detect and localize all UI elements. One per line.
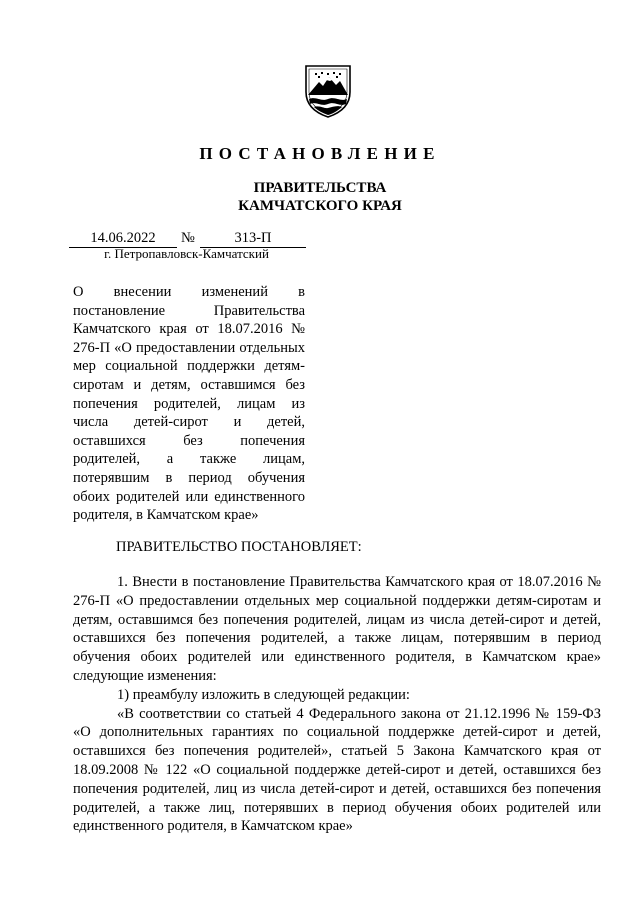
- body-paragraph-2: 1) преамбулу изложить в следующей редакции:: [117, 686, 410, 703]
- document-date: 14.06.2022: [69, 230, 177, 248]
- city-name: г. Петропавловск-Камчатский: [104, 246, 269, 261]
- body-paragraph-1: 1. Внести в постановление Правительства Камчатского края от 18.07.2016 № 276-П «О предоставлении отдельных мер социальной поддержки детям-сиротам и детям, оставшимся без попечения родителей, лицам из числа детей-сирот и детей, оставшихся без попечения родителей, а также лицам, потерявшим в период обучения обоих родителей или единственного родителя, в Камчатском крае» следующие изменения:: [73, 574, 601, 684]
- document-subject: О внесении изменений в постановление Правительства Камчатского края от 18.07.2016 № 276-П «О предоставлении отдельных мер социальной поддержки детям-сиротам и детям, оставшимся без попечения родителей, лицам из числа детей-сирот и детей, оставшихся без попечения родителей, а также лицам, потерявшим в период обучения обоих родителей или единственного родителя, в Камчатском крае»: [73, 284, 305, 524]
- decree-heading: ПРАВИТЕЛЬСТВО ПОСТАНОВЛЯЕТ:: [116, 539, 362, 555]
- kamchatka-emblem-icon: [300, 62, 356, 118]
- date-field: [69, 230, 177, 247]
- document-type-title: ПОСТАНОВЛЕНИЕ: [199, 144, 441, 163]
- number-sign: №: [181, 230, 195, 246]
- issuer-line-1: ПРАВИТЕЛЬСТВА: [253, 180, 387, 196]
- document-body: [73, 573, 601, 836]
- issuer-line-2: КАМЧАТСКОГО КРАЯ: [238, 198, 402, 214]
- number-field: [200, 230, 306, 247]
- body-paragraph-3: «В соответствии со статьей 4 Федерального закона от 21.12.1996 № 159-ФЗ «О дополнительных гарантиях по социальной поддержке детей-сирот и детей, оставшихся без попечения родителей», статьей 5 Закона Камчатского края от 18.09.2008 № 122 «О социальной поддержке детей-сирот и детей, оставшихся без попечения родителей, лиц из числа детей-сирот и детей, оставшихся без попечения родителей, а также лиц, потерявших в период обучения обоих родителей или единственного родителя, в Камчатском крае»: [73, 705, 601, 835]
- document-number: 313-П: [200, 230, 306, 248]
